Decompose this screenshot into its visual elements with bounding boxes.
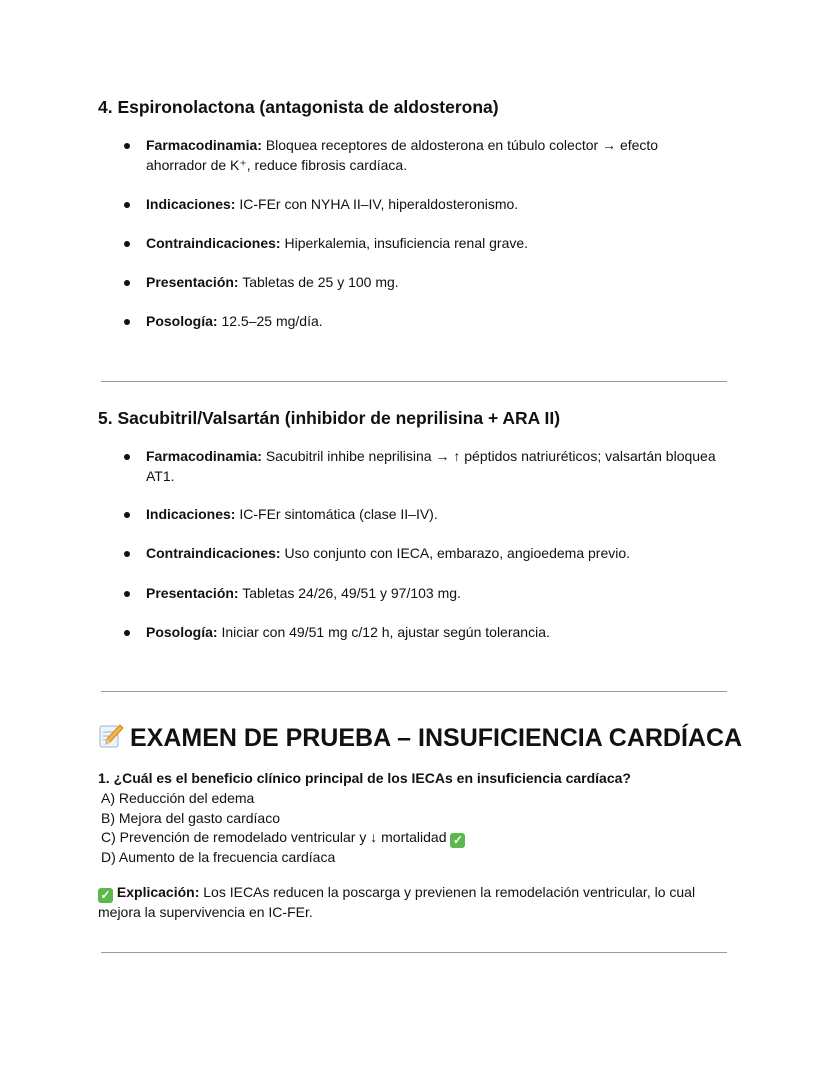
item-text: Uso conjunto con IECA, embarazo, angioedema previo. bbox=[280, 545, 631, 561]
check-icon: ✓ bbox=[98, 888, 113, 903]
check-icon: ✓ bbox=[450, 833, 465, 848]
item-text: IC-FEr con NYHA II–IV, hiperaldosteronismo. bbox=[235, 196, 519, 212]
list-item bbox=[146, 623, 716, 643]
option-b: B) Mejora del gasto cardíaco bbox=[101, 809, 280, 826]
item-text: Hiperkalemia, insuficiencia renal grave. bbox=[280, 235, 529, 251]
item-label: Presentación: bbox=[146, 274, 239, 290]
list-item bbox=[146, 584, 716, 604]
section-heading-sacubitril: 5. Sacubitril/Valsartán (inhibidor de neprilisina + ARA II) bbox=[98, 408, 561, 428]
item-text: Iniciar con 49/51 mg c/12 h, ajustar según tolerancia. bbox=[217, 624, 550, 640]
item-label: Contraindicaciones: bbox=[146, 235, 281, 251]
exam-question-block bbox=[98, 769, 738, 868]
item-text: Sacubitril inhibe neprilisina → ↑ péptidos natriuréticos; valsartán bloquea AT1. bbox=[146, 448, 716, 484]
item-text: Tabletas 24/26, 49/51 y 97/103 mg. bbox=[238, 585, 461, 601]
divider bbox=[101, 952, 727, 953]
explanation-label: Explicación: bbox=[116, 884, 200, 900]
item-text: Tabletas de 25 y 100 mg. bbox=[238, 274, 399, 290]
item-label: Contraindicaciones: bbox=[146, 545, 281, 561]
explanation bbox=[98, 883, 718, 923]
item-label: Posología: bbox=[146, 313, 218, 329]
item-label: Posología: bbox=[146, 624, 218, 640]
memo-icon bbox=[98, 723, 124, 749]
item-label: Indicaciones: bbox=[146, 196, 236, 212]
exam-heading bbox=[98, 723, 742, 753]
item-label: Presentación: bbox=[146, 585, 239, 601]
list-item bbox=[146, 273, 716, 293]
question-text: 1. ¿Cuál es el beneficio clínico principal de los IECAs en insuficiencia cardíaca? bbox=[98, 770, 631, 786]
item-label: Farmacodinamia: bbox=[146, 137, 262, 153]
section-heading-espironolactona: 4. Espironolactona (antagonista de aldosterona) bbox=[98, 97, 499, 117]
explanation-text: Los IECAs reducen la poscarga y previenen la remodelación ventricular, lo cual mejora la supervivencia en IC-FEr. bbox=[98, 884, 696, 920]
list-item bbox=[146, 312, 716, 332]
option-a: A) Reducción del edema bbox=[101, 789, 255, 806]
divider bbox=[101, 381, 727, 382]
item-text: IC-FEr sintomática (clase II–IV). bbox=[235, 506, 438, 522]
option-c bbox=[98, 828, 738, 848]
option-d: D) Aumento de la frecuencia cardíaca bbox=[101, 849, 336, 866]
item-label: Farmacodinamia: bbox=[146, 448, 262, 464]
item-label: Indicaciones: bbox=[146, 506, 236, 522]
exam-title: EXAMEN DE PRUEBA – INSUFICIENCIA CARDÍACA bbox=[130, 724, 743, 752]
list-item bbox=[146, 136, 716, 175]
item-text: 12.5–25 mg/día. bbox=[217, 313, 323, 329]
list-item bbox=[146, 544, 716, 564]
list-item bbox=[146, 447, 716, 486]
list-item bbox=[146, 505, 716, 525]
item-text: Bloquea receptores de aldosterona en túbulo colector → efecto ahorrador de K⁺, reduce fibrosis cardíaca. bbox=[146, 137, 659, 173]
divider bbox=[101, 691, 727, 692]
list-item bbox=[146, 195, 716, 215]
option-c-text: C) Prevención de remodelado ventricular y ↓ mortalidad bbox=[101, 829, 447, 846]
list-item bbox=[146, 234, 716, 254]
